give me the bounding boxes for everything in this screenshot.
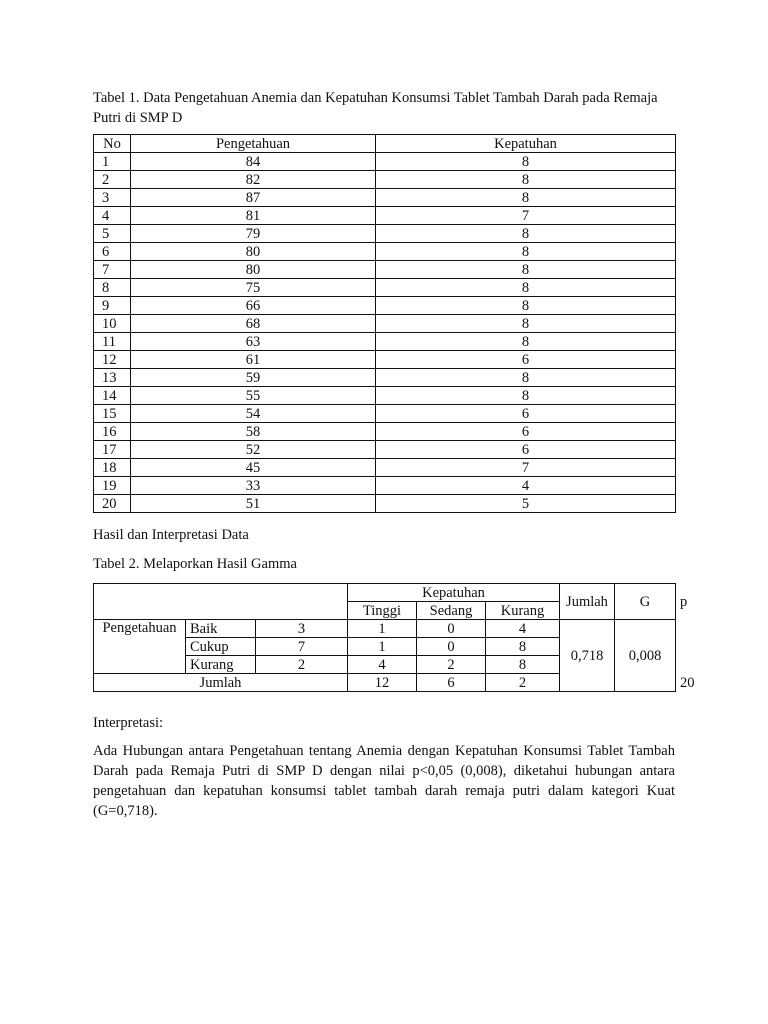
table1-cell-kepatuhan: 8 [376,279,676,297]
table1-caption: Tabel 1. Data Pengetahuan Anemia dan Kepatuhan Konsumsi Tablet Tambah Darah pada Remaja Putri di SMP D [93,90,658,126]
table1-cell-pengetahuan: 52 [131,441,376,459]
table1-row [94,477,676,495]
table1-cell-pengetahuan: 80 [131,261,376,279]
interpretation-heading: Interpretasi: [93,715,164,731]
table1-cell-no: 19 [94,477,131,495]
table2-g-value: 0,718 [560,620,615,692]
table2-cell: 3 [256,620,348,638]
table1-cell-kepatuhan: 6 [376,441,676,459]
table1-cell-kepatuhan: 5 [376,495,676,513]
table2-cell: 12 [348,674,417,692]
table1-cell-kepatuhan: 8 [376,387,676,405]
table2-cell: 1 [348,638,417,656]
table1-cell-no: 14 [94,387,131,405]
table1-row [94,441,676,459]
section-heading: Hasil dan Interpretasi Data [93,527,249,543]
table2-row-group-label: Pengetahuan [94,620,186,674]
table2-sub-tinggi: Tinggi [348,602,417,620]
table1-row [94,369,676,387]
table1-cell-kepatuhan: 8 [376,225,676,243]
table1-cell-kepatuhan: 8 [376,261,676,279]
table1-cell-pengetahuan: 61 [131,351,376,369]
table1-cell-pengetahuan: 59 [131,369,376,387]
table1-row [94,315,676,333]
table1-cell-kepatuhan: 8 [376,189,676,207]
table1-cell-kepatuhan: 7 [376,207,676,225]
table1-cell-pengetahuan: 87 [131,189,376,207]
table1-cell-kepatuhan: 6 [376,405,676,423]
table2-p-value: 0,008 [615,620,676,692]
table1-row [94,459,676,477]
table1-row [94,297,676,315]
table1-cell-pengetahuan: 63 [131,333,376,351]
table1-header-no: No [94,135,131,153]
table1-cell-no: 9 [94,297,131,315]
table1-cell-kepatuhan: 8 [376,369,676,387]
table1-cell-no: 18 [94,459,131,477]
table2-jumlah-header: Jumlah [560,584,615,620]
table1-cell-no: 3 [94,189,131,207]
table1-cell-no: 12 [94,351,131,369]
table1-row [94,333,676,351]
table1-cell-kepatuhan: 4 [376,477,676,495]
table1-cell-no: 4 [94,207,131,225]
table1-cell-no: 7 [94,261,131,279]
table2-cell: 4 [486,620,560,638]
table1-cell-kepatuhan: 6 [376,351,676,369]
table1-row [94,351,676,369]
table1-header-pengetahuan: Pengetahuan [131,135,376,153]
table1-row [94,387,676,405]
table1-cell-pengetahuan: 81 [131,207,376,225]
table1-header-row [94,135,676,153]
table1-cell-kepatuhan: 8 [376,315,676,333]
table2-header-row-1: Kepatuhan Jumlah G p [94,584,676,602]
table1-cell-pengetahuan: 51 [131,495,376,513]
table1-cell-kepatuhan: 8 [376,243,676,261]
table1-cell-no: 17 [94,441,131,459]
table1-row [94,495,676,513]
table1-row [94,189,676,207]
table2-cell: 0 [417,638,486,656]
table1-cell-no: 15 [94,405,131,423]
table1-cell-kepatuhan: 6 [376,423,676,441]
table2-cell: 1 [348,620,417,638]
table2-cell: 2 [256,656,348,674]
table1-cell-no: 20 [94,495,131,513]
table1-cell-no: 1 [94,153,131,171]
table1-cell-pengetahuan: 66 [131,297,376,315]
table2 [93,583,695,692]
table2-sub-kurang: Kurang [486,602,560,620]
table1 [93,134,676,513]
table2-total-row: Jumlah 12 6 2 20 [94,674,676,692]
table2-sub-sedang: Sedang [417,602,486,620]
table1-cell-pengetahuan: 75 [131,279,376,297]
table2-cell: 2 [417,656,486,674]
table1-row [94,243,676,261]
table2-cell: 2 [486,674,560,692]
table1-cell-no: 16 [94,423,131,441]
table2-cell: 6 [417,674,486,692]
table2-group-header: Kepatuhan [348,584,560,602]
table1-cell-kepatuhan: 8 [376,333,676,351]
table2-cell: 7 [256,638,348,656]
table2-empty-corner [94,584,348,620]
table1-cell-no: 10 [94,315,131,333]
table1-cell-pengetahuan: 58 [131,423,376,441]
table2-cell: 8 [486,656,560,674]
table1-cell-no: 11 [94,333,131,351]
table1-cell-kepatuhan: 7 [376,459,676,477]
table2-row-label: Kurang [186,656,256,674]
table1-cell-pengetahuan: 68 [131,315,376,333]
table1-row [94,225,676,243]
table1-cell-no: 2 [94,171,131,189]
table1-cell-no: 6 [94,243,131,261]
table1-cell-kepatuhan: 8 [376,153,676,171]
table1-cell-no: 8 [94,279,131,297]
table1-cell-pengetahuan: 55 [131,387,376,405]
table2-row-baik [94,620,676,638]
table2-row-label: Cukup [186,638,256,656]
table1-cell-pengetahuan: 80 [131,243,376,261]
table1-header-kepatuhan: Kepatuhan [376,135,676,153]
table1-cell-pengetahuan: 54 [131,405,376,423]
table2-cell: 4 [348,656,417,674]
table1-cell-pengetahuan: 33 [131,477,376,495]
table1-row [94,153,676,171]
table1-cell-pengetahuan: 45 [131,459,376,477]
table1-row [94,261,676,279]
table1-cell-pengetahuan: 82 [131,171,376,189]
table1-row [94,171,676,189]
table1-cell-pengetahuan: 84 [131,153,376,171]
table1-row [94,405,676,423]
table2-caption: Tabel 2. Melaporkan Hasil Gamma [93,556,297,572]
table2-g-header: G [615,584,676,620]
table1-cell-kepatuhan: 8 [376,171,676,189]
table2-total-label: Jumlah [94,674,348,692]
table1-row [94,423,676,441]
table1-row [94,279,676,297]
table1-cell-kepatuhan: 8 [376,297,676,315]
table2-cell: 8 [486,638,560,656]
table1-cell-no: 13 [94,369,131,387]
table1-cell-no: 5 [94,225,131,243]
table2-row-label: Baik [186,620,256,638]
table1-cell-pengetahuan: 79 [131,225,376,243]
table2-cell: 0 [417,620,486,638]
interpretation-paragraph: Ada Hubungan antara Pengetahuan tentang Anemia dengan Kepatuhan Konsumsi Tablet Tambah Darah pada Remaja Putri di SMP D dengan nilai p<0,05 (0,008), diketahui hubungan antara pengetahuan dan kepatuhan konsumsi tablet tambah darah remaja putri dalam kategori Kuat (G=0,718). [93,743,675,819]
table1-row [94,207,676,225]
